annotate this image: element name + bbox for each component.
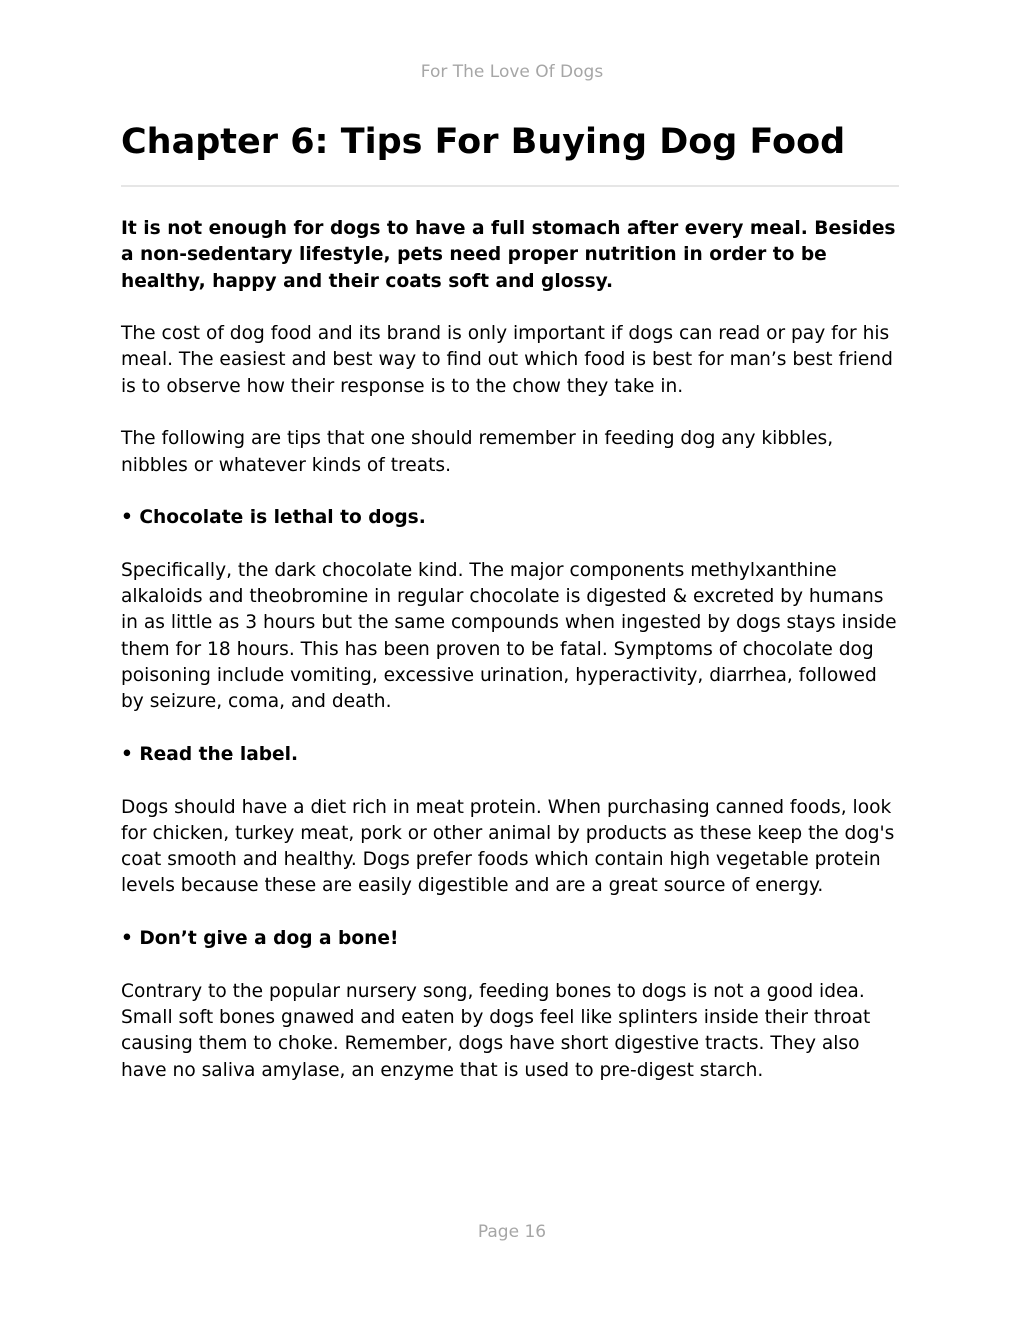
tip-heading-chocolate: • Chocolate is lethal to dogs. — [121, 507, 426, 529]
intro-paragraph: It is not enough for dogs to have a full stomach after every meal. Besides a non-sedentary lifestyle, pets need proper nutrition in order to be healthy, happy and their coats soft and glossy. — [121, 218, 896, 292]
tips-intro-paragraph: The following are tips that one should remember in feeding dog any kibbles, nibbles or whatever kinds of treats. — [121, 428, 834, 476]
tip-heading-label: • Read the label. — [121, 743, 299, 765]
title-divider — [121, 185, 899, 187]
tip-text-chocolate: Specifically, the dark chocolate kind. The major components methylxanthine alkaloids and theobromine in regular chocolate is digested & excreted by humans in as little as 3 hours but the same compounds when ingested by dogs stays inside them for 18 hours. This has been proven to be fatal. Symptoms of chocolate dog poisoning include vomiting, excessive urination, hyperactivity, diarrhea, followed by seizure, coma, and death. — [121, 559, 897, 713]
chapter-title: Chapter 6: Tips For Buying Dog Food — [121, 122, 846, 162]
cost-paragraph: The cost of dog food and its brand is only important if dogs can read or pay for his meal. The easiest and best way to find out which food is best for man’s best friend is to observe how their response is to the chow they take in. — [121, 323, 893, 397]
running-header: For The Love Of Dogs — [420, 62, 604, 82]
page-number: Page 16 — [477, 1222, 547, 1242]
chapter-body — [121, 216, 901, 1110]
tip-text-bone: Contrary to the popular nursery song, feeding bones to dogs is not a good idea. Small soft bones gnawed and eaten by dogs feel like splinters inside their throat causing them to choke. Remember, dogs have short digestive tracts. They also have no saliva amylase, an enzyme that is used to pre-digest starch. — [121, 980, 871, 1081]
tip-heading-bone: • Don’t give a dog a bone! — [121, 928, 399, 950]
tip-text-label: Dogs should have a diet rich in meat protein. When purchasing canned foods, look for chicken, turkey meat, pork or other animal by products as these keep the dog's coat smooth and healthy. Dogs prefer foods which contain high vegetable protein levels because these are easily digestible and are a great source of energy. — [121, 796, 895, 897]
